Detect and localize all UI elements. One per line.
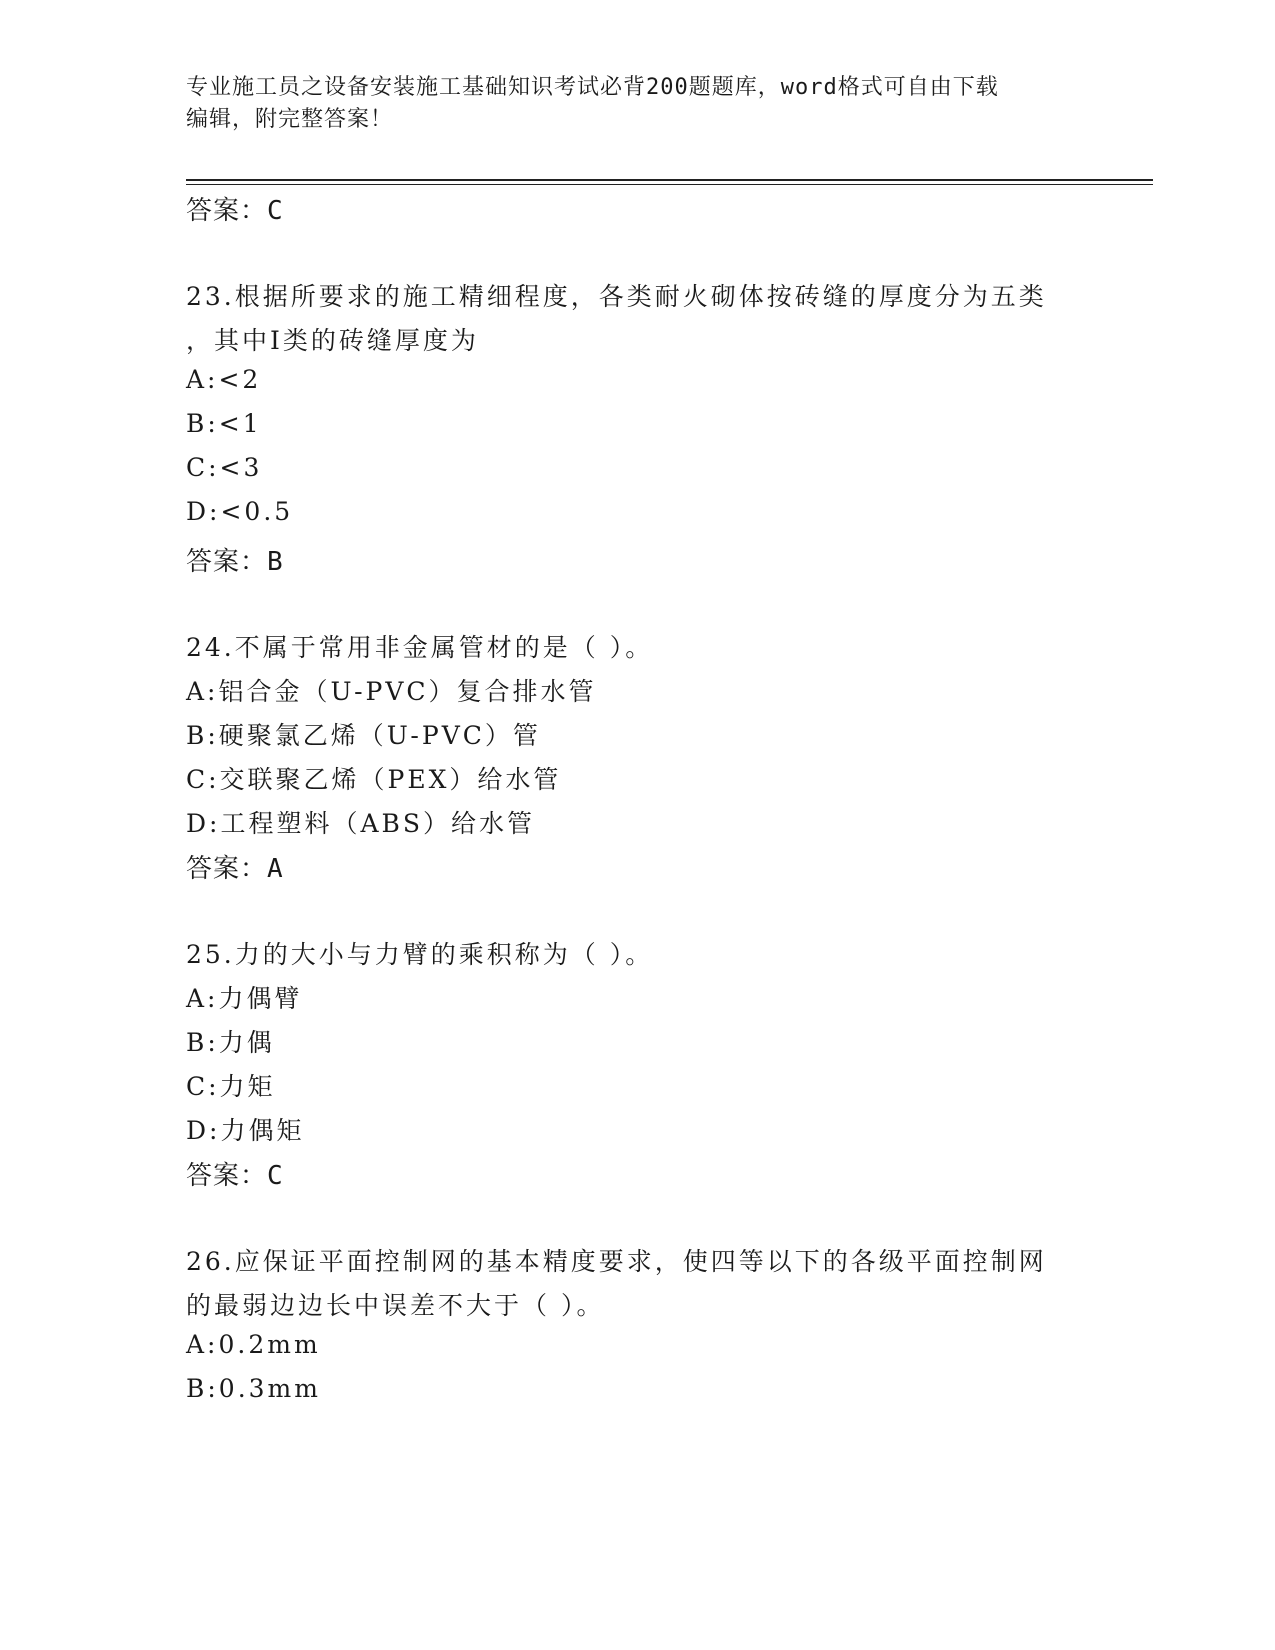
answer-24: 答案：A [186, 854, 284, 884]
option-25-a: A:力偶臂 [186, 984, 303, 1013]
option-26-b: B:0.3mm [186, 1374, 321, 1403]
option-25-c: C:力矩 [186, 1072, 276, 1101]
option-23-b: B:<1 [186, 409, 262, 438]
document-header [186, 72, 1086, 136]
header-rule-thin [186, 184, 1153, 185]
option-25-d: D:力偶矩 [186, 1116, 305, 1145]
question-26-text: 26.应保证平面控制网的基本精度要求，使四等以下的各级平面控制网 [186, 1247, 1047, 1276]
answer-22: 答案：C [186, 196, 284, 226]
answer-25: 答案：C [186, 1161, 284, 1191]
question-26-text-cont: 的最弱边边长中误差不大于（ ）。 [186, 1291, 605, 1320]
option-26-a: A:0.2mm [186, 1330, 321, 1359]
question-23-text-cont: ，其中Ⅰ类的砖缝厚度为 [186, 326, 479, 355]
question-25-text: 25.力的大小与力臂的乘积称为（ ）。 [186, 940, 654, 969]
option-23-a: A:<2 [186, 365, 262, 394]
header-line-1: 专业施工员之设备安装施工基础知识考试必背200题题库，word格式可自由下载 [186, 75, 999, 100]
header-line-2: 编辑，附完整答案！ [186, 107, 394, 132]
question-24-text: 24.不属于常用非金属管材的是（ ）。 [186, 633, 654, 662]
header-rule [186, 179, 1153, 181]
option-24-c: C:交联聚乙烯（PEX）给水管 [186, 765, 562, 794]
option-23-c: C:<3 [186, 453, 263, 482]
question-23-text: 23.根据所要求的施工精细程度，各类耐火砌体按砖缝的厚度分为五类 [186, 282, 1047, 311]
answer-23: 答案：B [186, 547, 284, 577]
option-24-a: A:铝合金（U-PVC）复合排水管 [186, 677, 597, 706]
option-23-d: D:<0.5 [186, 497, 294, 526]
option-25-b: B:力偶 [186, 1028, 275, 1057]
option-24-b: B:硬聚氯乙烯（U-PVC）管 [186, 721, 541, 750]
option-24-d: D:工程塑料（ABS）给水管 [186, 809, 536, 838]
